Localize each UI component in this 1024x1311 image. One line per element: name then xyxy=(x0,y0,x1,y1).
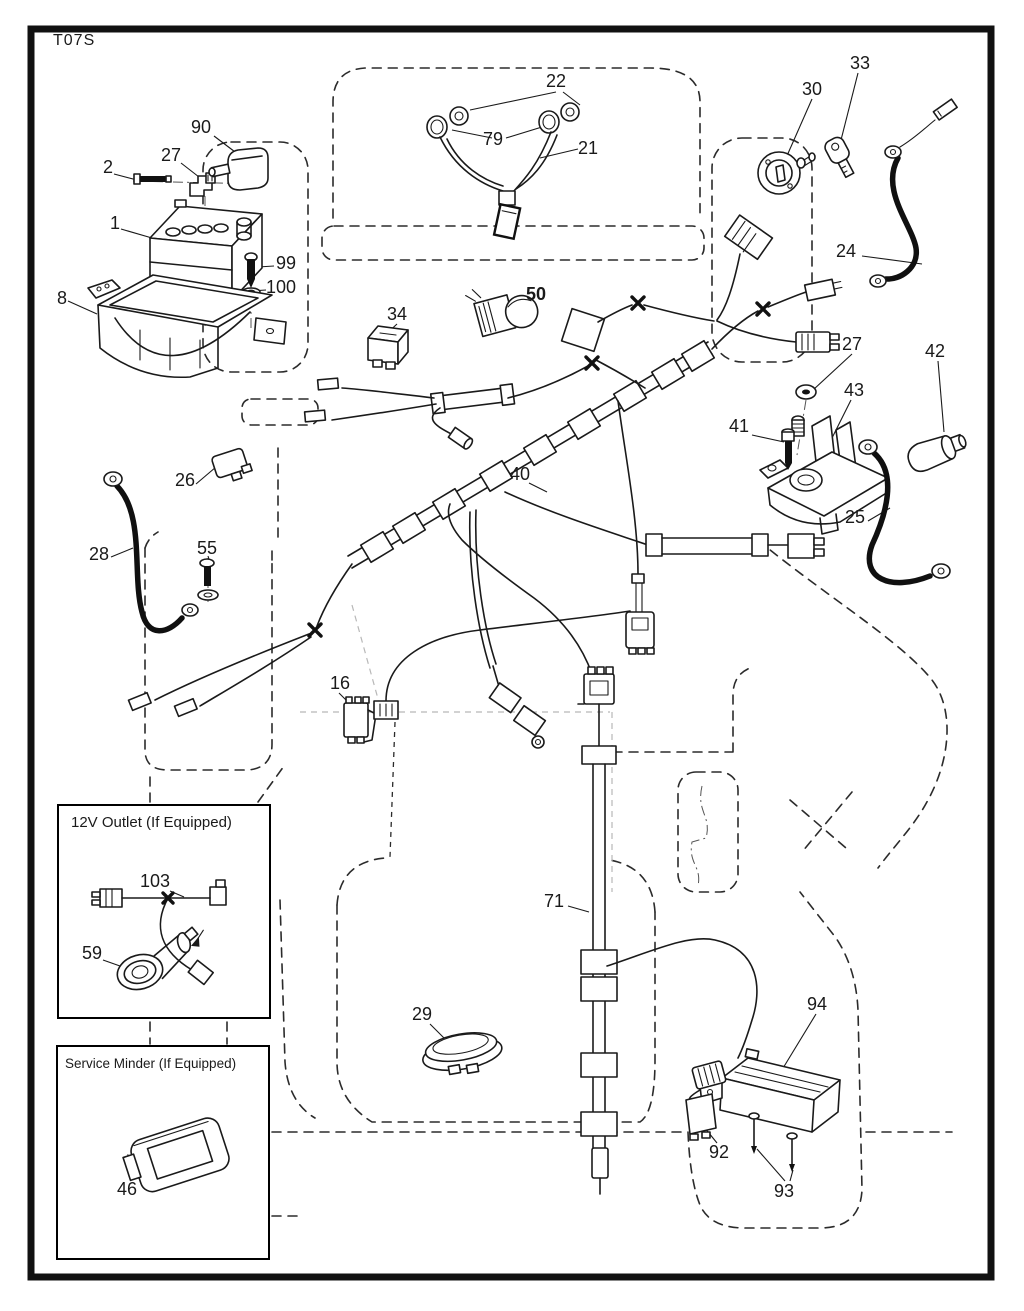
inset-service-minder xyxy=(56,1045,270,1260)
part-callout-30: 30 xyxy=(802,79,823,99)
part-callout-103: 103 xyxy=(140,871,171,891)
part-callout-46: 46 xyxy=(117,1179,138,1199)
harness-connector-art xyxy=(374,701,398,719)
part-callout-59: 59 xyxy=(82,943,103,963)
part-callout-40: 40 xyxy=(510,464,531,484)
part-callout-2: 2 xyxy=(103,157,114,177)
part-callout-99: 99 xyxy=(276,253,297,273)
part-callout-22: 22 xyxy=(546,71,567,91)
part-callout-93: 93 xyxy=(774,1181,795,1201)
part-callout-100: 100 xyxy=(266,277,297,297)
terminal-cover-art xyxy=(209,148,268,190)
part-callout-92: 92 xyxy=(709,1142,730,1162)
headlight-harness-art xyxy=(427,103,579,239)
fuse-26-art xyxy=(211,447,253,485)
part-callout-29: 29 xyxy=(412,1004,433,1024)
part-callout-27-battery: 27 xyxy=(161,145,182,165)
solenoid-43-art xyxy=(760,385,888,534)
switch-34-art xyxy=(368,326,408,369)
part-callout-8: 8 xyxy=(57,288,68,308)
part-callout-25: 25 xyxy=(845,507,866,527)
part-callout-42: 42 xyxy=(925,341,946,361)
screw-55-art xyxy=(198,559,218,600)
part-callout-50: 50 xyxy=(526,284,547,304)
part-callout-33: 33 xyxy=(850,53,871,73)
part-callout-1: 1 xyxy=(110,213,121,233)
part-callout-43: 43 xyxy=(844,380,865,400)
ground-cable-28-art xyxy=(104,472,198,631)
part-callout-90: 90 xyxy=(191,117,212,137)
seat-switch-29-art xyxy=(419,1027,505,1080)
part-callout-34: 34 xyxy=(387,304,408,324)
part-callout-16: 16 xyxy=(330,673,351,693)
part-callout-79: 79 xyxy=(483,129,504,149)
inset-12v-outlet-title: 12V Outlet (If Equipped) xyxy=(71,814,232,831)
ignition-switch-art xyxy=(758,152,815,194)
part-callout-94: 94 xyxy=(807,994,828,1014)
harness-71-art xyxy=(578,667,757,1194)
part-callout-21: 21 xyxy=(578,138,599,158)
inset-12v-outlet xyxy=(57,804,271,1019)
connector-16-art xyxy=(344,697,376,743)
part-callout-28: 28 xyxy=(89,544,110,564)
battery-bolt-art xyxy=(134,174,171,184)
part-callout-71: 71 xyxy=(544,891,565,911)
boot-42-art xyxy=(904,428,970,475)
part-callout-41: 41 xyxy=(729,416,750,436)
key-art xyxy=(823,135,859,180)
diagram-code: T07S xyxy=(53,32,96,49)
part-callout-55: 55 xyxy=(197,538,218,558)
part-callout-26: 26 xyxy=(175,470,196,490)
inset-service-minder-title: Service Minder (If Equipped) xyxy=(65,1056,237,1071)
part-callout-27-solenoid: 27 xyxy=(842,334,863,354)
part-callout-24: 24 xyxy=(836,241,857,261)
